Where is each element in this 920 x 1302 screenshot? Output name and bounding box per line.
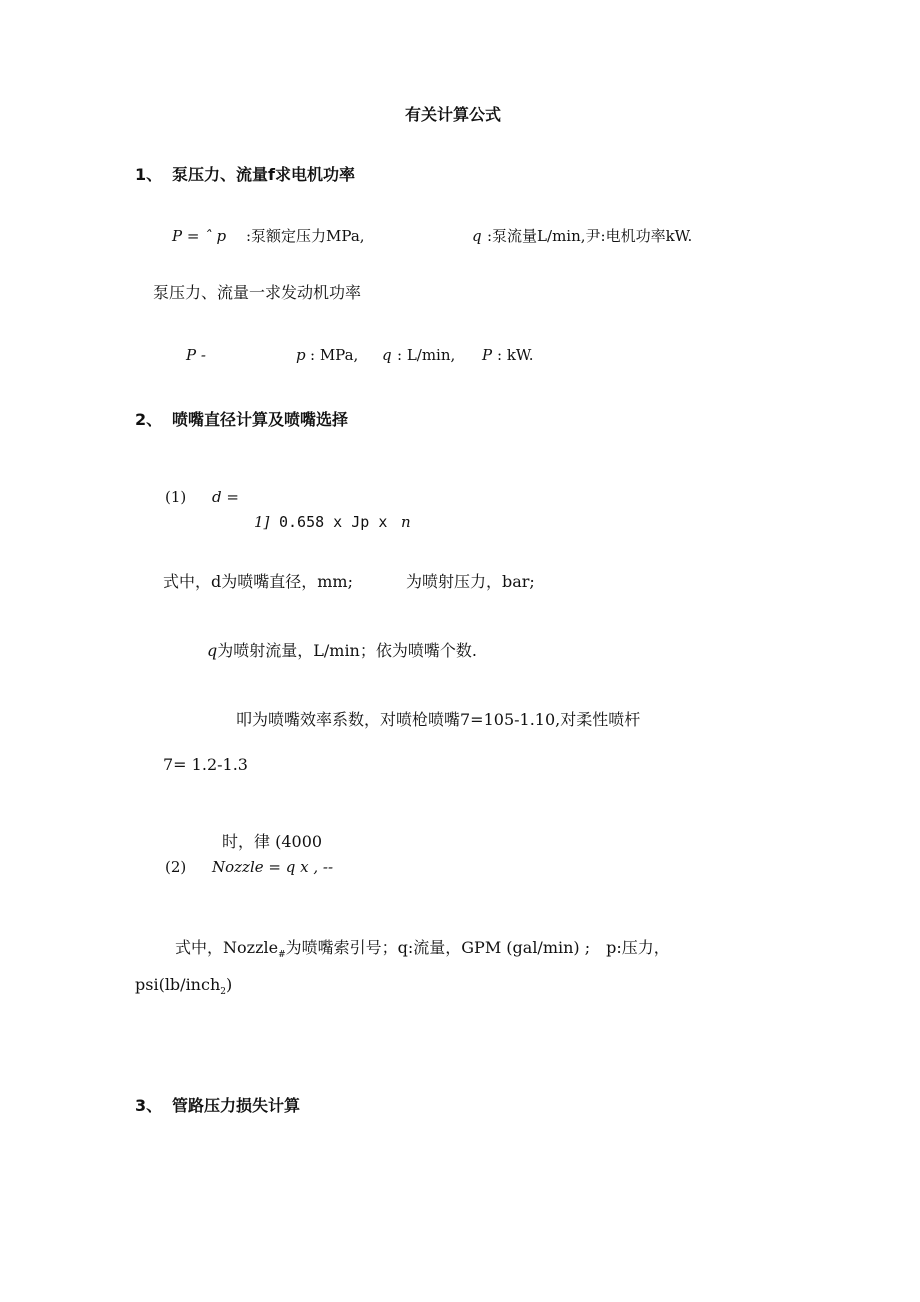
formula-1-q: q — [472, 227, 482, 245]
section-1-subheading: 泵压力、流量一求发动机功率 — [153, 283, 362, 302]
formula-nozzle-1-den-a: 1] — [254, 513, 270, 531]
formula-2-eq: P - — [186, 346, 206, 364]
formula-2-p-unit: : MPa, — [310, 346, 359, 364]
note-flow-text: 为喷射流量，L/min；依为喷嘴个数. — [217, 641, 477, 660]
formula-nozzle-2-top: 时，律 (4000 — [222, 832, 323, 851]
note-nozzle-index-a: 式中，Nozzle — [175, 938, 279, 957]
note-psi-b: ) — [225, 975, 233, 994]
note-psi — [135, 977, 232, 997]
section-1-heading: 泵压力、流量f求电机功率 — [172, 165, 355, 184]
formula-nozzle-2-label: (2) — [165, 858, 187, 876]
note-flow-q: q — [207, 641, 218, 660]
section-1-number: 1、 — [135, 165, 163, 184]
formula-1-desc-pressure: :泵额定压力MPa, — [246, 227, 365, 245]
section-2-heading: 喷嘴直径计算及喷嘴选择 — [172, 410, 349, 429]
note-flow — [207, 643, 477, 659]
formula-2-q-unit: : L/min, — [397, 346, 456, 364]
formula-2-P-unit: : kW. — [497, 346, 534, 364]
note-nozzle-index — [175, 940, 670, 960]
note-psi-sub: 2 — [220, 987, 226, 998]
note-nozzle-index-sub: # — [278, 950, 286, 961]
formula-nozzle-2-eq: Nozzle = q x , -- — [212, 858, 334, 876]
section-2-number: 2、 — [135, 410, 163, 429]
formula-2-P: P — [482, 346, 493, 364]
formula-nozzle-1-lhs: d = — [212, 488, 239, 506]
formula-nozzle-1-label: (1) — [165, 488, 187, 506]
section-3-heading: 管路压力损失计算 — [172, 1096, 301, 1115]
note-diameter: 式中，d为喷嘴直径，mm; — [163, 572, 353, 591]
formula-nozzle-1-den-b: 0.658 x Jp x — [279, 513, 388, 531]
formula-2-p: p — [296, 346, 306, 364]
note-pressure: 为喷射压力，bar; — [406, 572, 535, 591]
note-efficiency-range: 7= 1.2-1.3 — [163, 755, 248, 774]
section-3-number: 3、 — [135, 1096, 163, 1115]
formula-1-desc-flow: :泵流量L/min,尹:电机功率kW. — [487, 227, 693, 245]
formula-2-q: q — [382, 346, 392, 364]
formula-1-eq: P = ˆ p — [172, 227, 227, 245]
note-nozzle-index-b: 为喷嘴索引号；q:流量，GPM (gal/min) ; p:压力， — [285, 938, 670, 957]
page-title: 有关计算公式 — [405, 105, 502, 124]
formula-nozzle-1-den-n: n — [401, 513, 411, 531]
note-efficiency: 叩为喷嘴效率系数，对喷枪喷嘴7=105-1.10,对柔性喷杆 — [236, 710, 641, 729]
note-psi-a: psi(lb/inch — [135, 975, 221, 994]
